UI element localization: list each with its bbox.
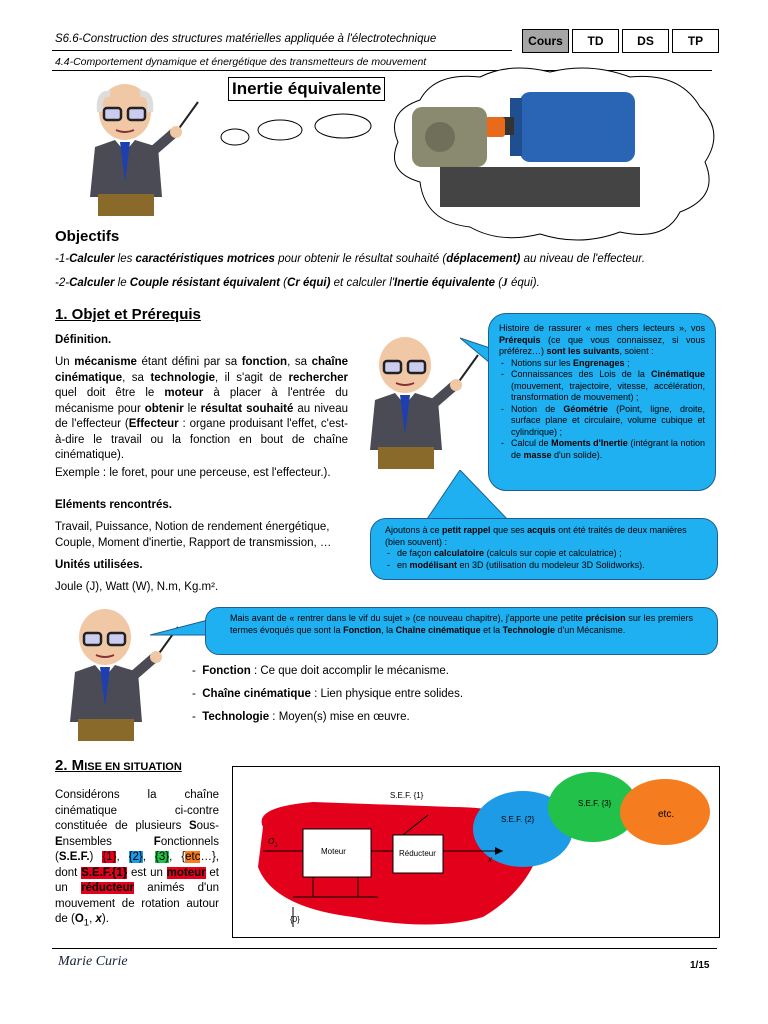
signature: Marie Curie xyxy=(58,954,128,969)
unites-text: Joule (J), Watt (W), N.m, Kg.m². xyxy=(55,581,219,593)
objectifs-heading: Objectifs xyxy=(55,228,120,245)
page-number: 1/15 xyxy=(690,960,710,971)
header-line1: S6.6-Construction des structures matérielles appliquée à l'électrotechnique xyxy=(55,33,437,45)
term-chaine: - Chaîne cinématique : Lien physique entre solides. xyxy=(192,688,464,700)
list-item: - Connaissances des Lois de la Cinématique (mouvement, trajectoire, vitesse, accélération, transformation de mouvement) ; xyxy=(511,369,705,404)
label-reducteur: Réducteur xyxy=(399,849,436,858)
list-item: - Notions sur les Engrenages ; xyxy=(511,358,705,370)
elements-heading: Eléments rencontrés. xyxy=(55,499,172,511)
unites-heading: Unités utilisées. xyxy=(55,559,143,571)
definition-text: Un mécanisme étant défini par sa fonction, sa chaîne cinématique, sa technologie, il s'agit de rechercher quel doit être le moteur à placer à l'entrée du mécanisme pour obtenir le résultat souhaité au niveau de l'effecteur (Effecteur : organe produisant l'effet, c'est-à-dire le travail ou la fonction en bout de chaîne cinématique). xyxy=(55,356,349,461)
section2-text: Considérons la chaîne cinématique ci-contre constituée de plusieurs Sous-Ensembles Fonctionnels (S.E.F.) {1}, {2}, {3}, {etc…}, dont S.E.F.{1} est un moteur et un réducteur animés d'un mouvement de rotation autour de ($O_1$, x). xyxy=(55,789,220,929)
diagram-shapes xyxy=(233,767,719,937)
label-frame: {0} xyxy=(290,915,300,924)
header-line2: 4.4-Comportement dynamique et énergétique des transmetteurs de mouvement xyxy=(55,56,427,68)
header-divider xyxy=(52,50,512,51)
professor-illustration xyxy=(80,82,200,222)
section2-heading: 2. MISE EN SITUATION xyxy=(55,757,182,774)
list-item: - Calcul de Moments d'Inertie (intégrant la notion de masse d'un solide). xyxy=(511,438,705,461)
label-sef1: S.E.F. {1} xyxy=(390,791,424,800)
page-title: Inertie équivalente xyxy=(228,77,385,101)
tab-cours[interactable]: Cours xyxy=(522,29,569,53)
example-text: Exemple : le foret, pour une perceuse, est l'effecteur.). xyxy=(55,467,331,479)
footer-divider xyxy=(52,948,717,949)
motor-cloud xyxy=(380,62,725,247)
speech-bubble-prerequis: Histoire de rassurer « mes chers lecteurs », vos Prérequis (ce que vous connaissez, si vous préférez…) sont les suivants, soient : - Notions sur les Engrenages ; - Connaissances des Lois de la Cinématique (mouvement, trajectoire, vitesse, accélération, transformation de mouvement) ; - Notion de Géométrie (Point, ligne, droite, surface plane et circulaire, volume cubique et cylindrique) ; - Calcul de Moments d'Inertie (intégrant la notion de masse d'un solide). xyxy=(488,313,716,491)
objectif-2: -2-Calculer le Couple résistant équivalent (Cr équi) et calculer l'Inertie équivalente (J équi). xyxy=(55,277,540,289)
speech-bubble-acquis: Ajoutons à ce petit rappel que ses acquis ont été traités de deux manières (bien souvent) : - de façon calculatoire (calculs sur copie et calculatrice) ; - en modélisant en 3D (utilisation du modeleur 3D Solidworks). xyxy=(370,518,718,580)
list-item: - en modélisant en 3D (utilisation du modeleur 3D Solidworks). xyxy=(397,560,703,572)
label-moteur: Moteur xyxy=(321,847,346,856)
tab-ds[interactable]: DS xyxy=(622,29,669,53)
list-item: - Notion de Géométrie (Point, ligne, droite, surface plane et circulaire, volume cubique et cylindrique) ; xyxy=(511,404,705,439)
elements-text: Travail, Puissance, Notion de rendement énergétique, Couple, Moment d'inertie, Rapport de transmission, … xyxy=(55,521,332,549)
speech-bubble-precision: Mais avant de « rentrer dans le vif du sujet » (ce nouveau chapitre), j'apporte une petite précision sur les premiers termes évoqués que sont la Fonction, la Chaîne cinématique et la Technologie d'un Mécanisme. xyxy=(205,607,718,655)
kinematic-chain-diagram xyxy=(232,766,720,938)
term-fonction: - Fonction : Ce que doit accomplir le mécanisme. xyxy=(192,665,449,677)
label-sef2: S.E.F. {2} xyxy=(501,815,535,824)
label-x: x xyxy=(488,855,492,864)
tab-tp[interactable]: TP xyxy=(672,29,719,53)
section1-heading: 1. Objet et Prérequis xyxy=(55,306,201,323)
label-sef3: S.E.F. {3} xyxy=(578,799,612,808)
label-etc: etc. xyxy=(658,809,675,820)
term-technologie: - Technologie : Moyen(s) mise en œuvre. xyxy=(192,711,410,723)
thought-bubbles xyxy=(215,112,385,152)
list-item: - de façon calculatoire (calculs sur copie et calculatrice) ; xyxy=(397,548,703,560)
definition-heading: Définition. xyxy=(55,334,112,346)
tab-td[interactable]: TD xyxy=(572,29,619,53)
label-o1: $O_1$ xyxy=(268,837,278,849)
objectif-1: -1-Calculer les caractéristiques motrices pour obtenir le résultat souhaité (déplacement) au niveau de l'effecteur. xyxy=(55,253,645,265)
